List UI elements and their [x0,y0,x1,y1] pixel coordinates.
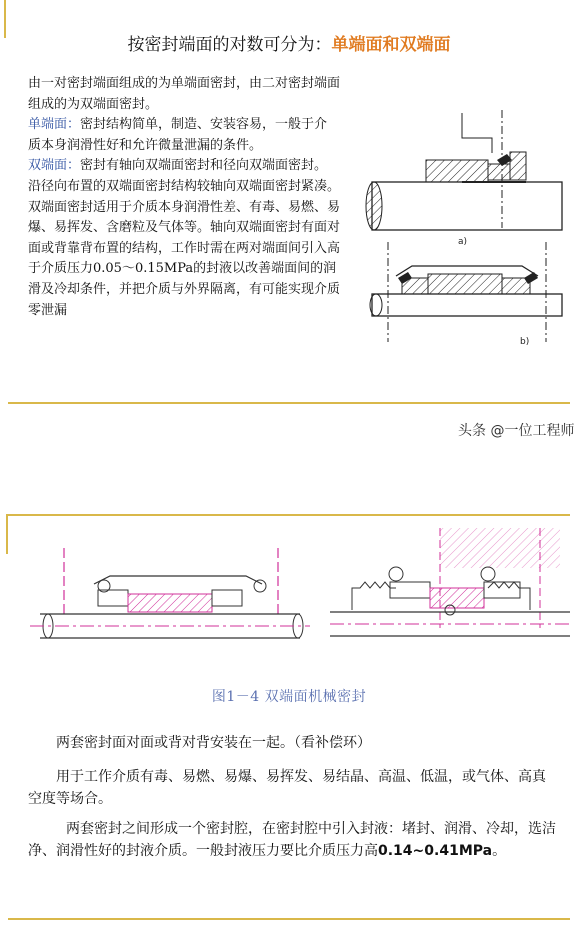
para1-text: 两套密封面对面或背对背安装在一起。（看补偿环） [56,735,371,751]
intro-text: 由一对密封端面组成的为单端面密封，由二对密封端面组成的为双端面密封。 [28,76,341,112]
single-face-label: 单端面： [28,117,81,133]
double-seal-left [30,548,310,638]
single-face-text: 密封结构简单，制造、安装容易，一般于介质本身润滑性好和允许微量泄漏的条件。 [28,117,328,153]
slide1-bottom-rule [8,402,570,404]
seal-diagram-figure [352,108,572,348]
title-highlight: 单端面和双端面 [331,35,451,55]
single-face-paragraph [28,115,340,156]
slide1-body [28,74,340,321]
double-seal-right [330,528,570,636]
double-face-text: 密封有轴向双端面密封和径向双端面密封。沿径向布置的双端面密封结构较轴向双端面密封紧凑。双端面密封适用于介质本身润滑性差、有毒、易燃、易爆、易挥发、含磨粒及气体等。轴向双端面密封有面对面或背靠背布置的结构，工作时需在两对端面间引入高于介质压力0.05～0.15MPa的封液以改善端面间的润滑及冷却条件，并把介质与外界隔离，有可能实现介质零泄漏 [28,158,341,318]
slide2-para-2 [28,766,558,810]
double-face-paragraph [28,156,340,321]
figure-b-label: b) [520,337,530,347]
double-face-label: 双端面： [28,158,81,174]
double-seal-figure [10,528,570,668]
slide2-top-rule [6,514,570,516]
slide2-para-3 [28,818,558,862]
watermark: 头条 @一位工程师 [458,423,575,439]
para3-value: 0.14~0.41MPa [378,843,493,859]
slide2-bottom-rule [8,918,570,920]
figure-a-label: a) [458,237,468,247]
seal-diagram-b [370,242,562,347]
slide1-title [0,30,578,55]
title-prefix: 按密封端面的对数可分为： [127,35,332,55]
para2-text: 用于工作介质有毒、易燃、易爆、易挥发、易结晶、高温、低温，或气体、高真空度等场合。 [28,769,546,807]
figure-caption: 图1－4 双端面机械密封 [211,689,367,705]
slide2-left-accent [6,514,8,554]
slide2-para-1 [28,732,558,754]
seal-diagram-a [366,110,562,247]
para3-text: 两套密封之间形成一个密封腔，在密封腔中引入封液：堵封、润滑、冷却，选洁净、润滑性好的封液介质。一般封液压力要比介质压力高 [28,821,556,859]
para3-end: 。 [492,843,507,859]
